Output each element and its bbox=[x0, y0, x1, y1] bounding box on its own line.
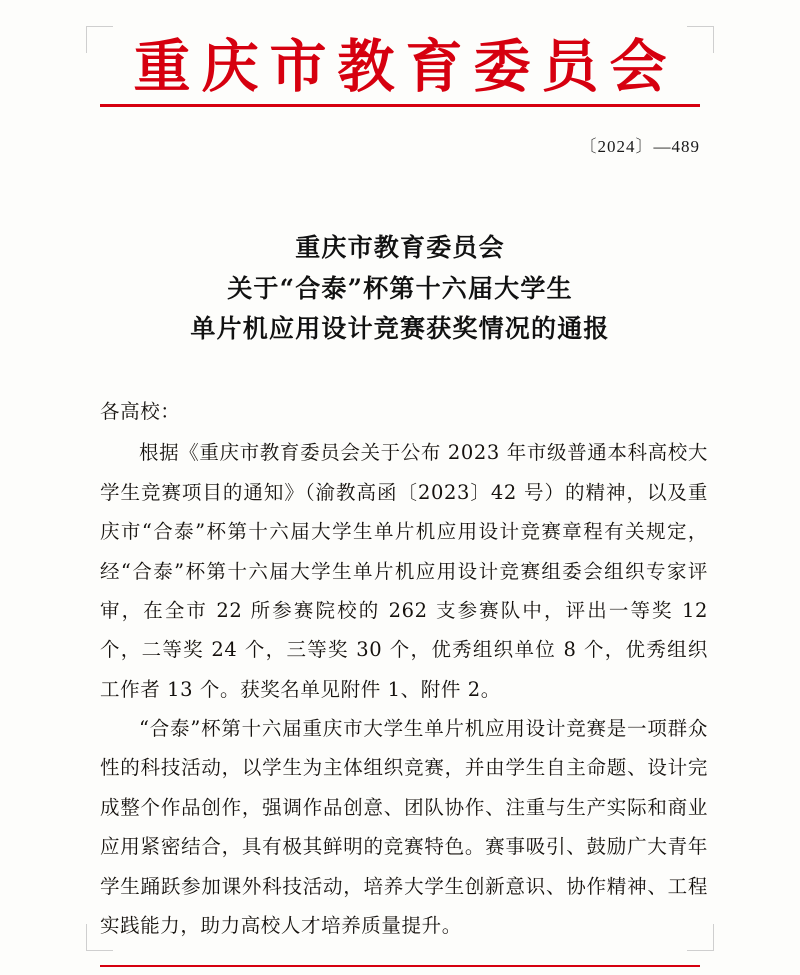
masthead-red-rule bbox=[100, 104, 700, 107]
title-line-2: 关于“合泰”杯第十六届大学生 bbox=[227, 273, 573, 303]
title-line-3: 单片机应用设计竞赛获奖情况的通报 bbox=[190, 314, 610, 343]
body-paragraph-1: 根据《重庆市教育委员会关于公布 2023 年市级普通本科高校大学生竞赛项目的通知》（渝教高函〔2023〕42 号）的精神，以及重庆市“合泰”杯第十六届大学生单片机应用设计竞赛章程有关规定，经“合泰”杯第十六届大学生单片机应用设计竞赛组委会组织专家评审，在全市 22 所参赛院校的 262 支参赛队中，评出一等奖 12 个，二等奖 24 个，三等奖 30 个，优秀组织单位 8 个，优秀组织工作者 13 个。获奖名单见附件 1、附件 2。 bbox=[100, 441, 709, 701]
body-paragraph-2: “合泰”杯第十六届重庆市大学生单片机应用设计竞赛是一项群众性的科技活动，以学生为主体组织竞赛，并由学生自主命题、设计完成整个作品创作，强调作品创意、团队协作、注重与生产实际和商业应用紧密结合，具有极其鲜明的竞赛特色。赛事吸引、鼓励广大青年学生踊跃参加课外科技活动，培养大学生创新意识、协作精神、工程实践能力，助力高校人才培养质量提升。 bbox=[100, 717, 708, 937]
salutation: 各高校： bbox=[100, 400, 181, 423]
issuing-authority-title: 重庆市教育委员会 bbox=[133, 33, 678, 100]
footer-red-rule bbox=[100, 965, 700, 967]
title-line-1: 重庆市教育委员会 bbox=[295, 233, 505, 262]
document-number: 〔2024〕—489 bbox=[579, 137, 700, 156]
document-title bbox=[100, 228, 700, 350]
masthead bbox=[0, 34, 800, 100]
document-body bbox=[100, 392, 708, 945]
